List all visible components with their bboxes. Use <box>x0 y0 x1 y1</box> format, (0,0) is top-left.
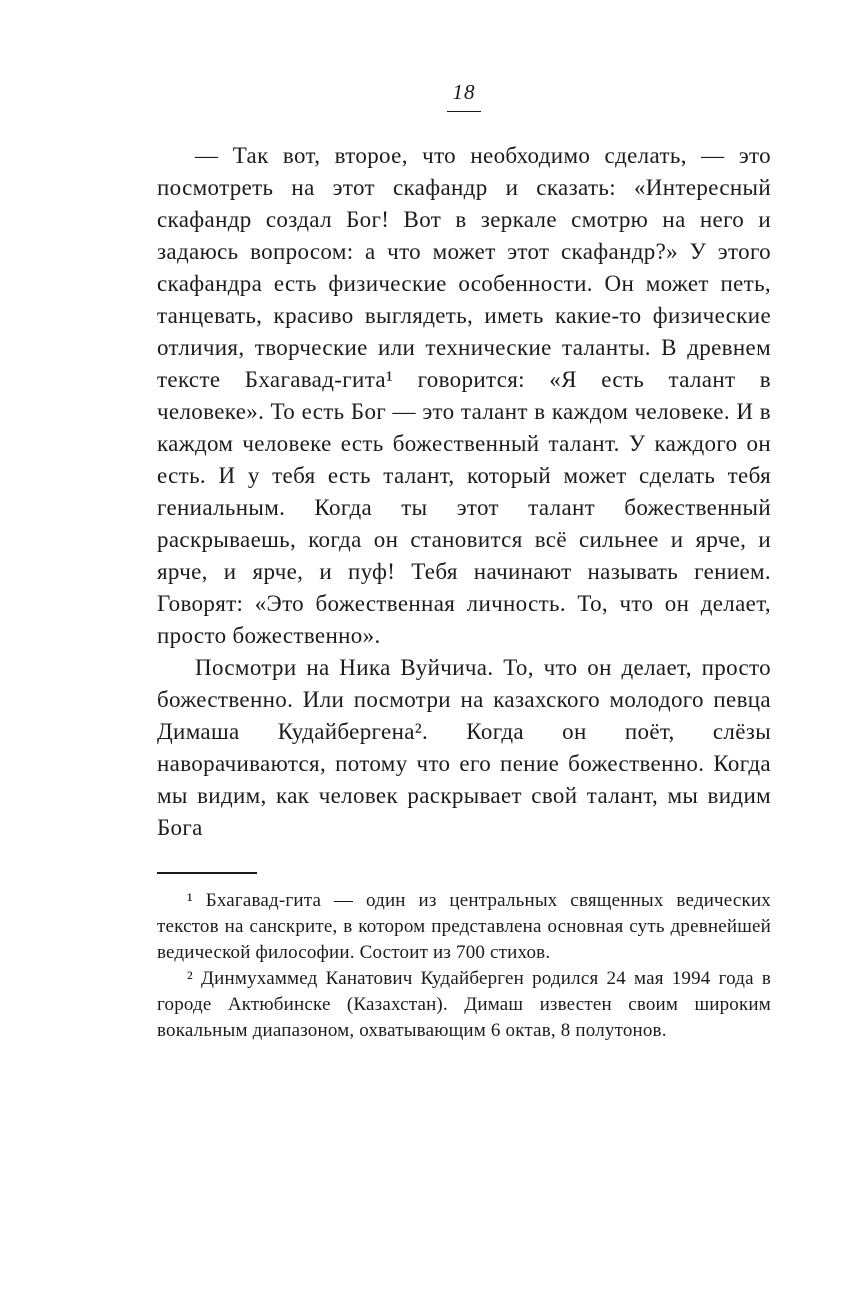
paragraph: Посмотри на Ника Вуйчича. То, что он делает, просто божественно. Или посмотри на казахского молодого певца Димаша Кудайбергена². Когда он поёт, слёзы наворачиваются, потому что его пение божественно. Когда мы видим, как человек раскрывает свой талант, мы видим Бога <box>157 655 771 840</box>
footnotes <box>157 888 771 1044</box>
paragraph: — Так вот, второе, что необходимо сделать, — это посмотреть на этот скафандр и сказать: «Интересный скафандр создал Бог! Вот в зеркале смотрю на него и задаюсь вопросом: а что может этот скафандр?» У этого скафандра есть физические особенности. Он может петь, танцевать, красиво выглядеть, иметь какие-то физические отличия, творческие или технические таланты. В древнем тексте Бхагавад-гита¹ говорится: «Я есть талант в человеке». То есть Бог — это талант в каждом человеке. И в каждом человеке есть божественный талант. У каждого он есть. И у тебя есть талант, который может сделать тебя гениальным. Когда ты этот талант божественный раскрываешь, когда он становится всё сильнее и ярче, и ярче, и ярче, и пуф! Тебя начинают называть гением. Говорят: «Это божественная личность. То, что он делает, просто божественно». <box>157 143 771 648</box>
footnote: ² Динмухаммед Канатович Кудайберген родился 24 мая 1994 года в городе Актюбинске (Казахстан). Димаш известен своим широким вокальным диапазоном, охватывающим 6 октав, 8 полутонов. <box>157 968 771 1041</box>
page-header <box>157 0 771 112</box>
footnote: ¹ Бхагавад-гита — один из центральных священных ведических текстов на санскрите, в котором представлена основная суть древнейшей ведической философии. Состоит из 700 стихов. <box>157 890 771 963</box>
body-text <box>157 140 771 844</box>
footnote-area <box>157 872 771 1044</box>
page-number-rule <box>447 111 481 112</box>
footnote-separator <box>157 872 257 874</box>
page-number: 18 <box>452 80 476 104</box>
